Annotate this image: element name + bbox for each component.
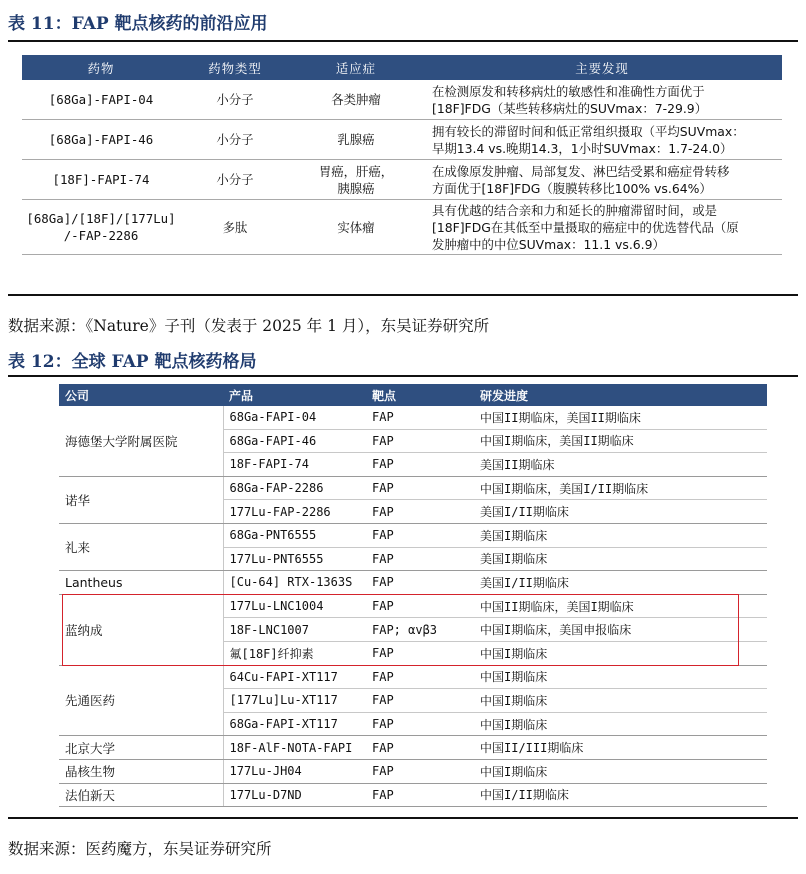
finding-cell — [422, 80, 782, 120]
product-cell: 68Ga-PNT6555 — [223, 523, 366, 547]
company-cell: 晶核生物 — [59, 759, 223, 783]
target-cell: FAP — [366, 594, 474, 618]
company-cell: 诺华 — [59, 476, 223, 523]
drug-cell — [22, 160, 180, 200]
table11-header-drug: 药物 — [22, 55, 180, 80]
table11-row — [22, 80, 782, 120]
table11-source: 数据来源：《Nature》子刊（发表于 2025 年 1 月），东吴证券研究所 — [8, 317, 490, 335]
line: 发肿瘤中的中位SUVmax：11.1 vs.6.9） — [432, 236, 665, 252]
table12-row — [59, 665, 767, 689]
target-cell: FAP — [366, 571, 474, 595]
line: 胰腺癌 — [337, 180, 375, 196]
drug-cell — [22, 200, 180, 255]
company-cell: 北京大学 — [59, 736, 223, 760]
progress-cell: 中国I期临床 — [474, 665, 767, 689]
target-cell: FAP — [366, 783, 474, 807]
table12-header-target: 靶点 — [366, 384, 474, 406]
progress-cell: 中国I期临床 — [474, 759, 767, 783]
progress-cell: 美国II期临床 — [474, 453, 767, 477]
progress-cell: 中国II期临床，美国I期临床 — [474, 594, 767, 618]
progress-cell: 中国I期临床，美国II期临床 — [474, 429, 767, 453]
table12-header-row — [59, 384, 767, 406]
progress-cell: 美国I期临床 — [474, 547, 767, 571]
line: 早期13.4 vs.晚期14.3，1小时SUVmax：1.7-24.0） — [432, 140, 733, 156]
target-cell: FAP — [366, 712, 474, 736]
table12-title: 表 12：全球 FAP 靶点核药格局 — [8, 352, 257, 372]
drug-type-cell: 小分子 — [180, 120, 290, 160]
product-cell: 64Cu-FAPI-XT117 — [223, 665, 366, 689]
progress-cell: 中国I期临床 — [474, 641, 767, 665]
table12-row — [59, 759, 767, 783]
line: 在成像原发肿瘤、局部复发、淋巴结受累和癌症骨转移 — [432, 163, 730, 179]
table12-top-rule — [8, 375, 798, 377]
product-cell: [Cu-64] RTX-1363S — [223, 571, 366, 595]
company-cell: 礼来 — [59, 523, 223, 570]
company-cell: 海德堡大学附属医院 — [59, 406, 223, 476]
target-cell: FAP — [366, 406, 474, 429]
table12-row — [59, 476, 767, 500]
table12-row — [59, 571, 767, 595]
drug-cell — [22, 80, 180, 120]
line: 方面优于[18F]FDG（腹膜转移比100% vs.64%） — [432, 180, 712, 196]
target-cell: FAP — [366, 641, 474, 665]
line: [18F]FDG（某些转移病灶的SUVmax：7-29.9） — [432, 100, 708, 116]
line: /-FAP-2286 — [63, 228, 139, 243]
company-cell: 法伯新天 — [59, 783, 223, 807]
table11 — [22, 55, 782, 255]
company-cell: 蓝纳成 — [59, 594, 223, 665]
target-cell: FAP — [366, 500, 474, 524]
line: [68Ga]-FAPI-04 — [48, 92, 154, 107]
table12-source: 数据来源：医药魔方，东吴证券研究所 — [8, 840, 272, 858]
company-cell: 先通医药 — [59, 665, 223, 736]
product-cell: 177Lu-LNC1004 — [223, 594, 366, 618]
table12 — [59, 384, 767, 807]
indication-cell — [290, 120, 422, 160]
product-cell: 18F-FAPI-74 — [223, 453, 366, 477]
indication-cell — [290, 80, 422, 120]
product-cell: 177Lu-JH04 — [223, 759, 366, 783]
progress-cell: 中国II/III期临床 — [474, 736, 767, 760]
target-cell: FAP — [366, 523, 474, 547]
product-cell: 68Ga-FAP-2286 — [223, 476, 366, 500]
drug-type-cell: 小分子 — [180, 80, 290, 120]
target-cell: FAP — [366, 736, 474, 760]
table11-header-finding: 主要发现 — [422, 55, 782, 80]
target-cell: FAP — [366, 759, 474, 783]
table12-header-company: 公司 — [59, 384, 223, 406]
progress-cell: 美国I/II期临床 — [474, 571, 767, 595]
target-cell: FAP — [366, 547, 474, 571]
table11-row — [22, 200, 782, 255]
table12-row — [59, 783, 767, 807]
table12-row — [59, 523, 767, 547]
table12-header-product: 产品 — [223, 384, 366, 406]
finding-cell — [422, 200, 782, 255]
table12-row — [59, 736, 767, 760]
indication-cell — [290, 160, 422, 200]
line: 具有优越的结合亲和力和延长的肿瘤滞留时间，或是 — [432, 202, 717, 218]
progress-cell: 中国I期临床，美国I/II期临床 — [474, 476, 767, 500]
table12-bottom-rule — [8, 817, 798, 819]
table11-body — [22, 80, 782, 255]
target-cell: FAP — [366, 453, 474, 477]
finding-cell — [422, 160, 782, 200]
line: 在检测原发和转移病灶的敏感性和准确性方面优于 — [432, 83, 705, 99]
table11-bottom-rule — [8, 294, 798, 296]
table11-header-indication: 适应症 — [290, 55, 422, 80]
product-cell: 68Ga-FAPI-46 — [223, 429, 366, 453]
line: [68Ga]-FAPI-46 — [48, 132, 154, 147]
indication-cell — [290, 200, 422, 255]
line: 实体瘤 — [337, 219, 375, 235]
progress-cell: 美国I/II期临床 — [474, 500, 767, 524]
target-cell: FAP; αvβ3 — [366, 618, 474, 642]
product-cell: [177Lu]Lu-XT117 — [223, 689, 366, 713]
product-cell: 氟[18F]纤抑素 — [223, 641, 366, 665]
table11-header-type: 药物类型 — [180, 55, 290, 80]
table12-row — [59, 594, 767, 618]
product-cell: 177Lu-PNT6555 — [223, 547, 366, 571]
progress-cell: 中国I期临床 — [474, 689, 767, 713]
line: 胃癌，肝癌， — [318, 163, 394, 179]
line: 拥有较长的滞留时间和低正常组织摄取（平均SUVmax： — [432, 123, 745, 139]
product-cell: 18F-LNC1007 — [223, 618, 366, 642]
table11-row — [22, 160, 782, 200]
table11-title: 表 11：FAP 靶点核药的前沿应用 — [8, 14, 268, 34]
table12-row — [59, 406, 767, 429]
progress-cell: 中国II期临床，美国II期临床 — [474, 406, 767, 429]
target-cell: FAP — [366, 476, 474, 500]
table12-header-progress: 研发进度 — [474, 384, 767, 406]
product-cell: 18F-AlF-NOTA-FAPI — [223, 736, 366, 760]
target-cell: FAP — [366, 689, 474, 713]
line: 各类肿瘤 — [331, 92, 381, 107]
company-cell: Lantheus — [59, 571, 223, 595]
line: [18F]-FAPI-74 — [52, 172, 150, 187]
progress-cell: 美国I期临床 — [474, 523, 767, 547]
target-cell: FAP — [366, 429, 474, 453]
progress-cell: 中国I期临床，美国申报临床 — [474, 618, 767, 642]
line: 乳腺癌 — [337, 132, 375, 147]
drug-cell — [22, 120, 180, 160]
target-cell: FAP — [366, 665, 474, 689]
line: [18F]FDG在其低至中量摄取的癌症中的优选替代品（原 — [432, 219, 739, 235]
table12-body — [59, 406, 767, 807]
drug-type-cell: 小分子 — [180, 160, 290, 200]
table11-row — [22, 120, 782, 160]
finding-cell — [422, 120, 782, 160]
product-cell: 68Ga-FAPI-XT117 — [223, 712, 366, 736]
progress-cell: 中国I/II期临床 — [474, 783, 767, 807]
table11-top-rule — [8, 40, 798, 42]
line: [68Ga]/[18F]/[177Lu] — [26, 211, 176, 226]
table11-header-row — [22, 55, 782, 80]
product-cell: 177Lu-D7ND — [223, 783, 366, 807]
progress-cell: 中国I期临床 — [474, 712, 767, 736]
drug-type-cell: 多肽 — [180, 200, 290, 255]
product-cell: 68Ga-FAPI-04 — [223, 406, 366, 429]
product-cell: 177Lu-FAP-2286 — [223, 500, 366, 524]
